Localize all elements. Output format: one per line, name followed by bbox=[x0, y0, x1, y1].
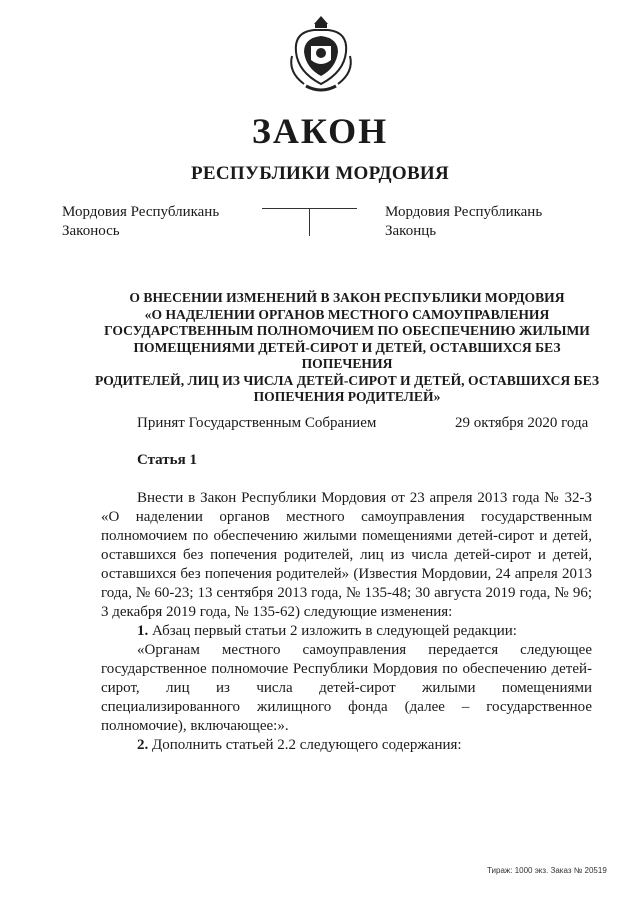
item-2-paragraph bbox=[101, 736, 592, 755]
law-title-line: О ВНЕСЕНИИ ИЗМЕНЕНИЙ В ЗАКОН РЕСПУБЛИКИ МОРДОВИЯ bbox=[129, 290, 565, 305]
header-left-block bbox=[62, 203, 219, 241]
header-right-line: Законць bbox=[385, 223, 437, 239]
item-1-text: Абзац первый статьи 2 изложить в следующей редакции: bbox=[148, 623, 517, 639]
header-divider-vertical bbox=[309, 208, 310, 236]
item-1-paragraph bbox=[101, 622, 592, 641]
adopted-label: Принят Государственным Собранием bbox=[137, 415, 377, 431]
quote-paragraph: «Органам местного самоуправления передается следующее государственное полномочие Республики Мордовия по обеспечению детей-сирот, лиц из числа детей-сирот жилыми помещениями специализированного жилищного фонда (далее – государственное полномочие), включающее:». bbox=[101, 642, 592, 734]
law-title-line: РОДИТЕЛЕЙ, ЛИЦ ИЗ ЧИСЛА ДЕТЕЙ-СИРОТ И ДЕТЕЙ, ОСТАВШИХСЯ БЕЗ bbox=[94, 372, 600, 388]
article-heading: Статья 1 bbox=[137, 452, 197, 468]
header-left-line: Мордовия Республикань bbox=[62, 204, 220, 220]
law-title-line: ГОСУДАРСТВЕННЫМ ПОЛНОМОЧИЕМ ПО ОБЕСПЕЧЕНИЮ ЖИЛЫМИ bbox=[104, 323, 590, 338]
document-subtitle: РЕСПУБЛИКИ МОРДОВИЯ bbox=[190, 163, 450, 184]
law-title-line: ПОПЕЧЕНИЯ РОДИТЕЛЕЙ» bbox=[253, 389, 441, 404]
item-2-number: 2. bbox=[137, 737, 149, 753]
item-1-number: 1. bbox=[137, 623, 149, 639]
print-footer: Тираж: 1000 экз. Заказ № 20519 bbox=[487, 866, 607, 875]
intro-paragraph: Внести в Закон Республики Мордовия от 23 апреля 2013 года № 32-З «О наделении органов местного самоуправления государственным полномочием по обеспечению жилыми помещениями детей-сирот и детей, оставшихся без попечения родителей, лиц из числа детей-сирот и детей, оставшихся без попечения родителей» (Известия Мордовии, 24 апреля 2013 года, № 60-23; 13 сентября 2013 года, № 135-48; 30 августа 2019 года, № 96; 3 декабря 2019 года, № 135-62) следующие изменения: bbox=[101, 490, 592, 620]
document-title: ЗАКОН bbox=[251, 111, 389, 151]
header-right-block bbox=[385, 203, 542, 241]
header-left-line: Законось bbox=[62, 223, 120, 239]
header-right-line: Мордовия Республикань bbox=[385, 204, 543, 220]
item-2-text: Дополнить статьей 2.2 следующего содержания: bbox=[148, 737, 462, 753]
adopted-date: 29 октября 2020 года bbox=[455, 415, 589, 431]
law-title bbox=[92, 290, 602, 406]
article-body bbox=[101, 489, 592, 755]
law-title-line: «О НАДЕЛЕНИИ ОРГАНОВ МЕСТНОГО САМОУПРАВЛЕНИЯ bbox=[144, 306, 550, 322]
coat-of-arms-emblem bbox=[284, 12, 358, 96]
law-title-line: ПОМЕЩЕНИЯМИ ДЕТЕЙ-СИРОТ И ДЕТЕЙ, ОСТАВШИХСЯ БЕЗ ПОПЕЧЕНИЯ bbox=[133, 339, 561, 371]
